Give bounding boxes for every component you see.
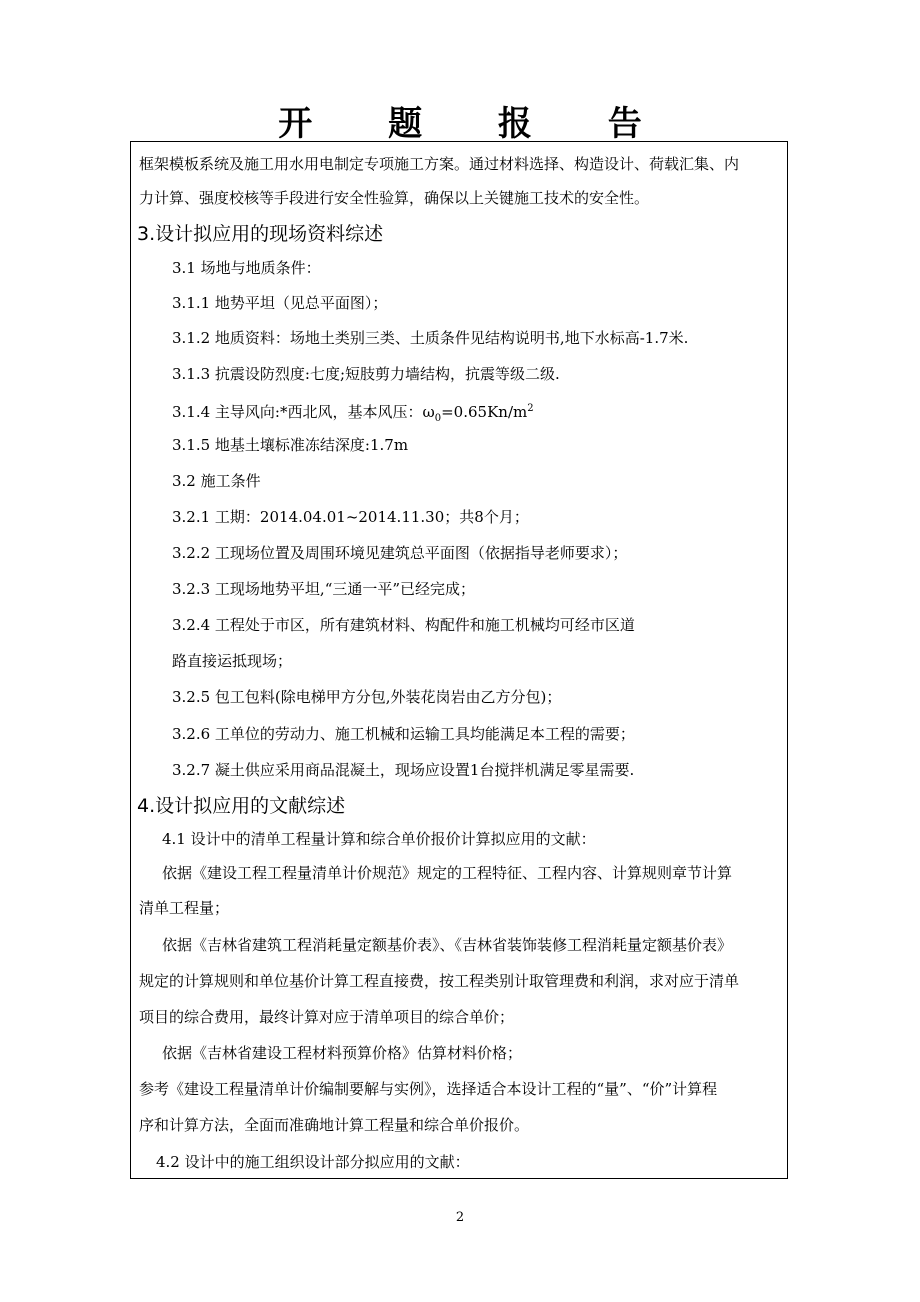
body-line: 3.1 场地与地质条件： — [172, 259, 321, 277]
body-line: 依据《建设工程工程量清单计价规范》规定的工程特征、工程内容、计算规则章节计算 — [162, 864, 733, 882]
body-line: 3.2.6 工单位的劳动力、施工机械和运输工具均能满足本工程的需要； — [172, 725, 635, 743]
wind-mid: =0.65Kn/m — [441, 403, 528, 421]
page-number: 2 — [455, 1210, 465, 1225]
body-line: 依据《吉林省建设工程材料预算价格》估算材料价格； — [162, 1044, 523, 1062]
body-line: 3.1.2 地质资料：场地土类别三类、土质条件见结构说明书,地下水标高-1.7米. — [172, 329, 689, 347]
page-title: 开 题 报 告 — [278, 104, 674, 144]
body-line: 4.2 设计中的施工组织设计部分拟应用的文献： — [156, 1153, 470, 1171]
wind-pressure-line — [172, 399, 534, 424]
body-line: 3.1.5 地基土壤标准冻结深度:1.7m — [172, 436, 409, 454]
body-line: 4.1 设计中的清单工程量计算和综合单价报价计算拟应用的文献： — [162, 830, 596, 848]
body-line: 3.1.1 地势平坦（见总平面图）； — [172, 294, 388, 312]
body-line: 3.2.7 凝土供应采用商品混凝土，现场应设置1台搅拌机满足零星需要. — [172, 761, 635, 779]
wind-prefix: 3.1.4 主导风向:*西北风，基本风压：ω — [172, 403, 435, 421]
body-line: 规定的计算规则和单位基价计算工程直接费，按工程类别计取管理费和利润，求对应于清单 — [139, 972, 740, 990]
body-line: 序和计算方法，全面而准确地计算工程量和综合单价报价。 — [139, 1116, 530, 1134]
body-line: 清单工程量； — [139, 899, 230, 917]
section-heading: 4.设计拟应用的文献综述 — [137, 795, 346, 817]
wind-sub: 0 — [434, 413, 442, 424]
body-line: 3.2.5 包工包料(除电梯甲方分包,外装花岗岩由乙方分包)； — [172, 688, 562, 706]
body-line: 参考《建设工程量清单计价编制要解与实例》，选择适合本设计工程的“量”、“价”计算程 — [139, 1080, 718, 1098]
body-line: 框架模板系统及施工用水用电制定专项施工方案。通过材料选择、构造设计、荷载汇集、内 — [139, 155, 740, 173]
body-line: 项目的综合费用，最终计算对应于清单项目的综合单价； — [139, 1008, 515, 1026]
body-line: 力计算、强度校核等手段进行安全性验算，确保以上关键施工技术的安全性。 — [139, 189, 650, 207]
body-line: 3.2.2 工现场位置及周围环境见建筑总平面图（依据指导老师要求）； — [172, 544, 628, 562]
body-line: 3.2 施工条件 — [172, 472, 261, 490]
section-heading: 3.设计拟应用的现场资料综述 — [137, 223, 384, 245]
body-line: 3.1.3 抗震设防烈度:七度;短肢剪力墙结构，抗震等级二级. — [172, 365, 560, 383]
body-line: 依据《吉林省建筑工程消耗量定额基价表》、《吉林省装饰装修工程消耗量定额基价表》 — [162, 936, 733, 954]
body-line: 路直接运抵现场； — [172, 652, 293, 670]
wind-sup: 2 — [527, 403, 534, 414]
body-line: 3.2.3 工现场地势平坦,“三通一平”已经完成； — [172, 580, 476, 598]
body-line: 3.2.1 工期：2014.04.01~2014.11.30；共8个月； — [172, 508, 529, 526]
body-line: 3.2.4 工程处于市区，所有建筑材料、构配件和施工机械均可经市区道 — [172, 616, 635, 634]
